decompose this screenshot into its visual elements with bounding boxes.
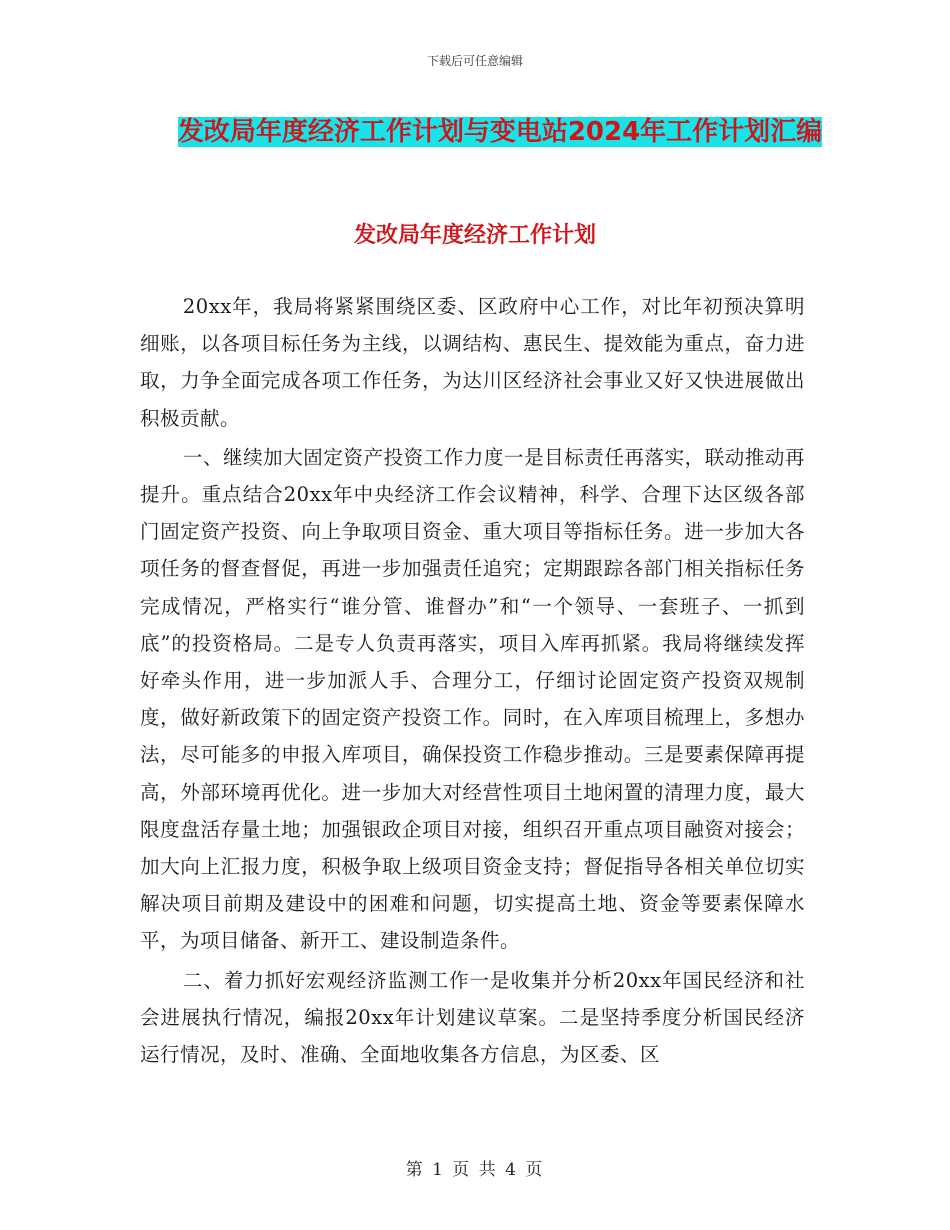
paragraph-monitoring: 二、着力抓好宏观经济监测工作一是收集并分析20xx年国民经济和社会进展执行情况，编报20xx年计划建议草案。二是坚持季度分析国民经济运行情况，及时、准确、全面地收集各方信息，为区委、区	[140, 968, 805, 1067]
header-note: 下载后可任意编辑	[426, 54, 523, 68]
document-title-text: 发改局年度经济工作计划与变电站2024年工作计划汇编	[177, 117, 823, 147]
paragraph-intro: 20xx年，我局将紧紧围绕区委、区政府中心工作，对比年初预决算明细账，以各项目标任务为主线，以调结构、惠民生、提效能为重点，奋力进取，力争全面完成各项工作任务，为达川区经济社会事业又好又快进展做出积极贡献。	[140, 295, 805, 430]
body-text	[140, 288, 805, 1075]
page-number: 第 1 页 共 4 页	[405, 1160, 545, 1180]
document-title	[140, 110, 860, 154]
paragraph-investment: 一、继续加大固定资产投资工作力度一是目标责任再落实，联动推动再提升。重点结合20xx年中央经济工作会议精神，科学、合理下达区级各部门固定资产投资、向上争取项目资金、重大项目等指标任务。进一步加大各项任务的督查督促，再进一步加强责任追究；定期跟踪各部门相关指标任务完成情况，严格实行“谁分管、谁督办”和“一个领导、一套班子、一抓到底”的投资格局。二是专人负责再落实，项目入库再抓紧。我局将继续发挥好牵头作用，进一步加派人手、合理分工，仔细讨论固定资产投资双规制度，做好新政策下的固定资产投资工作。同时，在入库项目梳理上，多想办法，尽可能多的申报入库项目，确保投资工作稳步推动。三是要素保障再提高，外部环境再优化。进一步加大对经营性项目土地闲置的清理力度，最大限度盘活存量土地；加强银政企项目对接，组织召开重点项目融资对接会；加大向上汇报力度，积极争取上级项目资金支持；督促指导各相关单位切实解决项目前期及建设中的困难和问题，切实提高土地、资金等要素保障水平，为项目储备、新开工、建设制造条件。	[140, 445, 805, 953]
section-title: 发改局年度经济工作计划	[353, 223, 596, 248]
